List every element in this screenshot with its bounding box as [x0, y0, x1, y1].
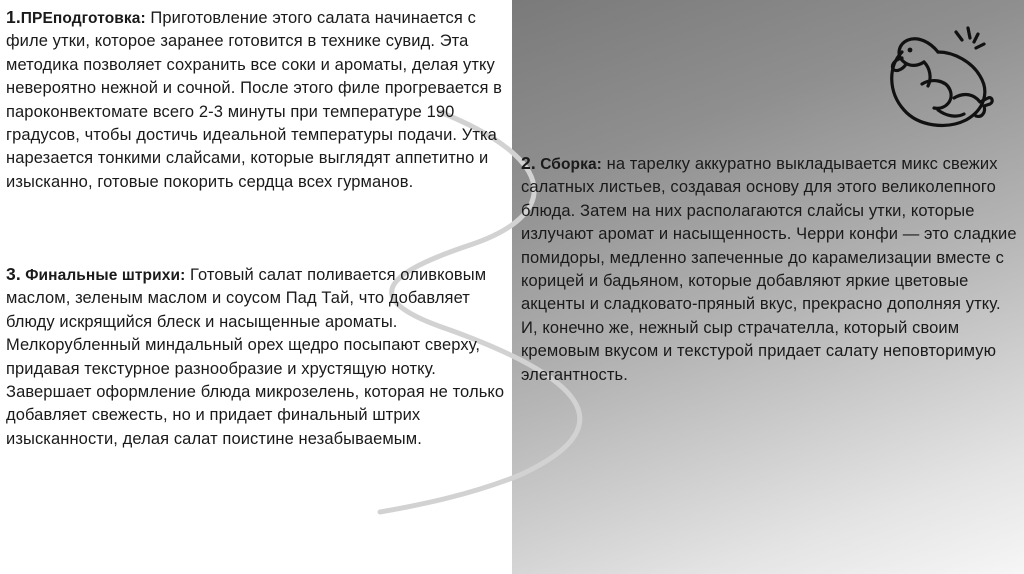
section-1-text: Приготовление этого салата начинается с филе утки, которое заранее готовится в технике сувид. Эта методика позволяет сохранить все соки и ароматы, делая утку невероятно нежной и сочной. После этого филе прогревается в пароконвектомате всего 2-3 минуты при температуре 190 градусов, чтобы достичь идеальной температуры подачи. Утка нарезается тонкими слайсами, которые выглядят аппетитно и изысканно, готовые покорить сердца всех гурманов. [6, 9, 503, 191]
section-3-title: Финальные штрихи: [20, 267, 186, 284]
section-3-final-touches [6, 263, 508, 451]
section-2-assembly [521, 152, 1021, 387]
section-3-text-continued: Завершает оформление блюда микрозелень, которая не только добавляет свежесть, но и придает финальный штрих изысканности, делая салат поистине незабываемым. [6, 383, 505, 448]
section-2-heading [521, 153, 602, 173]
section-2-title: Сборка: [535, 156, 602, 173]
section-1-number: 1. [6, 7, 21, 27]
section-1-preparation [6, 6, 508, 194]
section-1-heading [6, 7, 146, 27]
duck-line-art-icon [880, 22, 998, 134]
section-2-number: 2. [521, 153, 536, 173]
section-2-text: на тарелку аккуратно выкладывается микс свежих салатных листьев, создавая основу для этого великолепного блюда. Затем на них располагаются слайсы утки, которые излучают аромат и насыщенность. Черри конфи — это сладкие помидоры, медленно запеченные до карамелизации вместе с корицей и бадьяном, которые добавляют яркие цветовые акценты и сладковато-пряный вкус, прекрасно дополняя утку. И, конечно же, нежный сыр страчателла, который своим кремовым вкусом и текстурой придает салату неповторимую элегантность. [521, 155, 1017, 384]
section-3-heading [6, 264, 186, 284]
section-3-number: 3. [6, 264, 21, 284]
section-1-title: ПРЕподготовка: [20, 10, 146, 27]
section-3-text: Готовый салат поливается оливковым маслом, зеленым маслом и соусом Пад Тай, что добавляет блюду искрящийся блеск и насыщенные ароматы. Мелкорубленный миндальный орех щедро посыпают сверху, придавая текстурное разнообразие и хрустящую нотку. [6, 266, 487, 378]
